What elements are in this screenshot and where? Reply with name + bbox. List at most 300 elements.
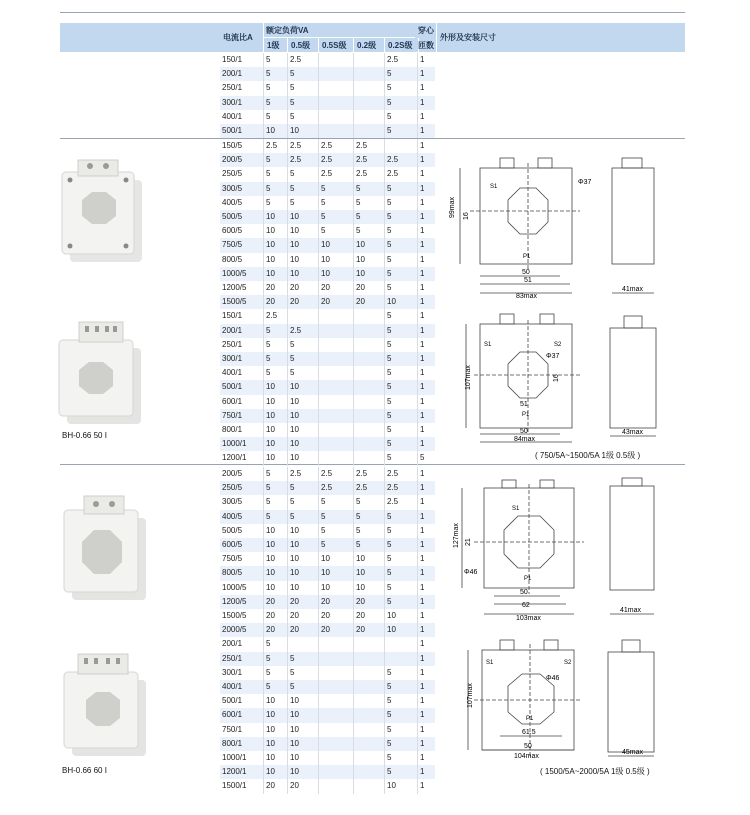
product-photo-bh60-1a xyxy=(60,650,155,758)
table-row xyxy=(220,481,435,495)
turns-cell: 1 xyxy=(420,439,425,449)
header-turns-top: 穿心 xyxy=(415,23,437,38)
ratio-cell: 1500/5 xyxy=(222,611,247,620)
turns-cell: 1 xyxy=(420,339,425,349)
burden-cell: 5 xyxy=(266,97,271,107)
burden-cell: 10 xyxy=(266,453,275,463)
burden-cell: 5 xyxy=(266,325,271,335)
dwg4-s1: S1 xyxy=(486,660,494,666)
table-row xyxy=(220,153,435,167)
burden-cell xyxy=(319,53,321,67)
burden-cell: 5 xyxy=(356,511,361,521)
burden-cell: 10 xyxy=(321,582,330,592)
ratio-cell: 750/5 xyxy=(222,240,243,250)
ratio-cell: 200/1 xyxy=(222,69,243,79)
header-ratio: 电流比A xyxy=(220,23,264,52)
column-divider xyxy=(384,467,385,794)
burden-cell xyxy=(319,324,321,338)
turns-cell: 1 xyxy=(420,710,425,720)
burden-cell xyxy=(385,637,387,651)
ratio-cell: 600/5 xyxy=(222,226,243,236)
ratio-cell: 750/5 xyxy=(222,554,243,564)
turns-cell: 1 xyxy=(420,354,425,363)
burden-cell: 10 xyxy=(266,382,275,392)
burden-cell xyxy=(354,680,356,694)
burden-cell: 5 xyxy=(387,226,392,236)
product-photo-bh50-1a xyxy=(55,318,150,426)
burden-cell: 10 xyxy=(290,240,299,250)
turns-cell: 1 xyxy=(420,268,425,278)
burden-cell xyxy=(319,366,321,380)
burden-cell: 5 xyxy=(356,226,361,236)
burden-cell: 10 xyxy=(266,226,275,236)
burden-cell: 2.5 xyxy=(356,469,368,478)
burden-cell: 10 xyxy=(321,254,330,264)
turns-cell: 1 xyxy=(420,69,425,79)
burden-cell xyxy=(319,380,321,394)
burden-cell: 5 xyxy=(266,497,271,507)
burden-cell: 2.5 xyxy=(321,483,333,493)
burden-cell: 5 xyxy=(266,169,271,179)
burden-cell: 10 xyxy=(387,781,396,791)
turns-cell: 1 xyxy=(420,368,425,378)
turns-cell: 1 xyxy=(420,525,425,535)
turns-cell: 1 xyxy=(420,226,425,236)
burden-cell: 10 xyxy=(356,268,365,278)
burden-cell: 5 xyxy=(266,55,271,64)
burden-cell: 10 xyxy=(387,625,396,635)
header-grade-05: 0.5级 xyxy=(288,38,319,52)
turns-cell: 1 xyxy=(420,483,425,493)
burden-cell: 5 xyxy=(356,212,361,221)
dimension-drawing-4 xyxy=(460,636,680,764)
burden-cell xyxy=(354,366,356,380)
burden-cell: 2.5 xyxy=(387,169,399,179)
table-row xyxy=(220,366,435,380)
table-row xyxy=(220,124,435,138)
ratio-cell: 250/5 xyxy=(222,483,243,493)
burden-cell: 20 xyxy=(266,625,275,635)
turns-cell: 1 xyxy=(420,83,425,93)
dimension-drawing-1 xyxy=(450,148,680,300)
ratio-cell: 1500/5 xyxy=(222,297,247,307)
dwg4-diameter: Φ46 xyxy=(546,675,560,682)
turns-cell: 1 xyxy=(420,254,425,264)
burden-cell: 5 xyxy=(387,339,392,349)
burden-cell: 5 xyxy=(387,197,392,207)
burden-cell: 10 xyxy=(356,582,365,592)
burden-cell: 10 xyxy=(290,212,299,221)
table-row xyxy=(220,467,435,481)
burden-cell: 20 xyxy=(356,297,365,307)
burden-cell: 2.5 xyxy=(290,55,302,64)
burden-cell: 20 xyxy=(266,611,275,620)
table-row xyxy=(220,110,435,124)
burden-cell: 5 xyxy=(387,268,392,278)
turns-cell: 1 xyxy=(420,568,425,578)
burden-cell: 5 xyxy=(387,738,392,748)
burden-cell: 5 xyxy=(321,197,326,207)
burden-cell: 5 xyxy=(266,667,271,677)
ratio-cell: 2000/5 xyxy=(222,625,247,635)
table-row xyxy=(220,751,435,765)
table-row xyxy=(220,53,435,67)
burden-cell: 2.5 xyxy=(387,469,399,478)
burden-cell: 5 xyxy=(387,753,392,762)
burden-cell: 10 xyxy=(290,126,299,135)
turns-cell: 1 xyxy=(420,155,425,165)
table-row xyxy=(220,324,435,338)
turns-cell: 1 xyxy=(420,183,425,193)
turns-cell: 1 xyxy=(420,126,425,135)
burden-cell xyxy=(354,96,356,110)
note-50: ( 750/5A~1500/5A 1级 0.5级 ) xyxy=(535,451,641,460)
burden-cell xyxy=(319,751,321,765)
burden-cell xyxy=(354,708,356,722)
burden-cell: 5 xyxy=(321,511,326,521)
burden-cell: 5 xyxy=(387,439,392,449)
table-row xyxy=(220,409,435,423)
burden-cell: 5 xyxy=(387,667,392,677)
burden-cell: 5 xyxy=(387,126,392,135)
ratio-cell: 800/1 xyxy=(222,425,243,434)
turns-cell: 1 xyxy=(420,497,425,507)
header-grade-02s: 0.2S级 xyxy=(385,38,419,52)
burden-cell xyxy=(288,637,290,651)
burden-cell: 5 xyxy=(266,83,271,93)
burden-cell xyxy=(319,110,321,124)
table-row xyxy=(220,210,435,224)
burden-cell xyxy=(319,723,321,737)
turns-cell: 1 xyxy=(420,410,425,420)
burden-cell: 5 xyxy=(387,354,392,363)
burden-cell: 10 xyxy=(266,126,275,135)
dwg3-height: 127max xyxy=(453,523,460,548)
burden-cell: 5 xyxy=(266,368,271,378)
burden-cell xyxy=(354,395,356,409)
burden-cell: 5 xyxy=(387,511,392,521)
burden-cell: 5 xyxy=(290,682,295,691)
dwg2-side: 43max xyxy=(622,429,644,436)
burden-cell: 5 xyxy=(266,511,271,521)
ratio-cell: 300/1 xyxy=(222,97,243,107)
burden-cell xyxy=(319,395,321,409)
burden-cell: 5 xyxy=(387,396,392,406)
burden-cell: 5 xyxy=(387,596,392,606)
table-row xyxy=(220,295,435,309)
turns-cell: 1 xyxy=(420,611,425,620)
burden-cell: 10 xyxy=(290,554,299,564)
burden-cell: 5 xyxy=(290,511,295,521)
turns-cell: 1 xyxy=(420,724,425,734)
burden-cell: 10 xyxy=(266,268,275,278)
column-divider xyxy=(263,53,264,138)
column-divider xyxy=(417,53,418,138)
burden-cell xyxy=(354,652,356,666)
ratio-cell: 500/1 xyxy=(222,382,243,392)
burden-cell: 20 xyxy=(266,283,275,292)
burden-cell: 5 xyxy=(356,540,361,549)
burden-cell: 10 xyxy=(290,410,299,420)
burden-cell xyxy=(354,352,356,366)
table-row xyxy=(220,623,435,637)
turns-cell: 1 xyxy=(420,425,425,434)
burden-cell: 10 xyxy=(290,582,299,592)
burden-cell: 10 xyxy=(356,554,365,564)
dwg1-s1: S1 xyxy=(490,184,498,190)
burden-cell: 5 xyxy=(387,111,392,121)
burden-cell: 5 xyxy=(321,226,326,236)
burden-cell xyxy=(319,409,321,423)
turns-cell: 1 xyxy=(420,197,425,207)
burden-cell: 10 xyxy=(290,396,299,406)
burden-cell: 10 xyxy=(356,254,365,264)
table-row xyxy=(220,338,435,352)
dwg2-s2: S2 xyxy=(554,342,562,348)
top-rule xyxy=(60,12,685,13)
burden-cell: 2.5 xyxy=(290,141,302,150)
ratio-cell: 800/1 xyxy=(222,738,243,748)
burden-cell xyxy=(354,423,356,437)
burden-cell xyxy=(319,451,321,465)
burden-cell: 10 xyxy=(321,568,330,578)
burden-cell: 20 xyxy=(356,596,365,606)
dwg4-w1: 61.5 xyxy=(522,729,536,736)
burden-cell: 20 xyxy=(356,283,365,292)
dwg1-hole: 16 xyxy=(463,212,470,220)
column-divider xyxy=(384,53,385,138)
column-divider xyxy=(263,139,264,466)
burden-cell: 10 xyxy=(321,240,330,250)
burden-cell: 5 xyxy=(387,83,392,93)
burden-cell: 5 xyxy=(290,667,295,677)
dwg2-w2: 50 xyxy=(520,428,528,435)
burden-cell: 5 xyxy=(266,682,271,691)
table-row xyxy=(220,779,435,793)
table-row xyxy=(220,81,435,95)
ratio-cell: 1000/5 xyxy=(222,268,247,278)
turns-cell: 1 xyxy=(420,141,425,150)
table-row xyxy=(220,680,435,694)
table-row xyxy=(220,694,435,708)
dwg2-w3: 84max xyxy=(514,436,536,443)
table-row xyxy=(220,451,435,465)
burden-cell: 10 xyxy=(290,753,299,762)
burden-cell: 10 xyxy=(356,568,365,578)
burden-cell xyxy=(354,637,356,651)
ratio-cell: 1200/1 xyxy=(222,453,247,463)
turns-cell: 1 xyxy=(420,212,425,221)
dwg4-height: 107max xyxy=(467,683,474,708)
burden-cell: 5 xyxy=(290,197,295,207)
burden-cell: 5 xyxy=(356,183,361,193)
burden-cell xyxy=(319,81,321,95)
burden-cell: 2.5 xyxy=(321,141,333,150)
burden-cell xyxy=(319,124,321,138)
ratio-cell: 1200/5 xyxy=(222,596,247,606)
table-row xyxy=(220,538,435,552)
column-divider xyxy=(353,467,354,794)
burden-cell: 2.5 xyxy=(387,497,399,507)
burden-cell: 5 xyxy=(387,582,392,592)
burden-cell: 2.5 xyxy=(356,141,368,150)
table-row xyxy=(220,224,435,238)
burden-cell: 2.5 xyxy=(387,155,399,165)
burden-cell: 5 xyxy=(266,183,271,193)
table-row xyxy=(220,524,435,538)
burden-cell: 10 xyxy=(266,212,275,221)
burden-cell: 2.5 xyxy=(266,311,278,321)
burden-cell: 5 xyxy=(387,212,392,221)
turns-cell: 1 xyxy=(420,297,425,307)
burden-cell xyxy=(354,338,356,352)
turns-cell: 1 xyxy=(420,97,425,107)
burden-cell: 5 xyxy=(266,653,271,663)
ratio-cell: 250/5 xyxy=(222,169,243,179)
burden-cell: 5 xyxy=(290,183,295,193)
burden-cell: 5 xyxy=(387,568,392,578)
burden-cell: 20 xyxy=(290,297,299,307)
column-divider xyxy=(353,139,354,466)
table-row xyxy=(220,352,435,366)
burden-cell xyxy=(354,309,356,323)
ratio-cell: 150/5 xyxy=(222,141,243,150)
burden-cell: 10 xyxy=(290,439,299,449)
burden-cell: 5 xyxy=(290,497,295,507)
dwg1-w1: 50 xyxy=(522,269,530,276)
turns-cell: 1 xyxy=(420,469,425,478)
dwg3-diameter: Φ46 xyxy=(464,569,478,576)
burden-cell xyxy=(354,751,356,765)
burden-cell: 20 xyxy=(290,625,299,635)
burden-cell: 20 xyxy=(321,625,330,635)
ratio-cell: 1000/1 xyxy=(222,753,247,762)
turns-cell: 5 xyxy=(420,453,425,463)
table-row xyxy=(220,609,435,623)
burden-cell: 5 xyxy=(387,69,392,79)
burden-cell: 10 xyxy=(290,268,299,278)
turns-cell: 1 xyxy=(420,596,425,606)
burden-cell: 5 xyxy=(387,696,392,706)
dwg2-s1: S1 xyxy=(484,342,492,348)
burden-cell: 5 xyxy=(321,540,326,549)
column-divider xyxy=(287,467,288,794)
burden-cell: 5 xyxy=(387,183,392,193)
burden-cell: 5 xyxy=(290,83,295,93)
burden-cell: 2.5 xyxy=(387,483,399,493)
table-group-1 xyxy=(220,53,435,138)
turns-cell: 1 xyxy=(420,382,425,392)
table-row xyxy=(220,196,435,210)
burden-cell: 2.5 xyxy=(321,169,333,179)
table-row xyxy=(220,723,435,737)
burden-cell: 10 xyxy=(266,410,275,420)
burden-cell xyxy=(354,67,356,81)
table-row xyxy=(220,167,435,181)
turns-cell: 1 xyxy=(420,639,425,649)
burden-cell: 10 xyxy=(266,240,275,250)
burden-cell: 20 xyxy=(290,781,299,791)
burden-cell: 10 xyxy=(290,382,299,392)
turns-cell: 1 xyxy=(420,240,425,250)
burden-cell xyxy=(319,652,321,666)
ratio-cell: 600/5 xyxy=(222,540,243,549)
burden-cell: 10 xyxy=(266,724,275,734)
burden-cell: 10 xyxy=(266,439,275,449)
burden-cell: 10 xyxy=(290,767,299,777)
burden-cell: 2.5 xyxy=(321,469,333,478)
burden-cell xyxy=(354,81,356,95)
burden-cell: 10 xyxy=(321,554,330,564)
turns-cell: 1 xyxy=(420,625,425,635)
burden-cell: 10 xyxy=(266,696,275,706)
turns-cell: 1 xyxy=(420,540,425,549)
burden-cell: 10 xyxy=(387,611,396,620)
burden-cell: 5 xyxy=(387,453,392,463)
ratio-cell: 500/5 xyxy=(222,212,243,221)
burden-cell xyxy=(354,409,356,423)
model-label-60: BH-0.66 60 I xyxy=(62,766,107,775)
burden-cell: 5 xyxy=(290,368,295,378)
column-divider xyxy=(384,139,385,466)
burden-cell: 2.5 xyxy=(356,169,368,179)
burden-cell xyxy=(385,652,387,666)
burden-cell: 5 xyxy=(266,155,271,165)
ratio-cell: 400/5 xyxy=(222,511,243,521)
burden-cell: 2.5 xyxy=(290,155,302,165)
dwg2-w1: 51 xyxy=(520,401,528,408)
burden-cell: 20 xyxy=(321,283,330,292)
burden-cell: 10 xyxy=(290,425,299,434)
dwg3-p1: P1 xyxy=(524,576,532,582)
table-group-2 xyxy=(220,139,435,465)
burden-cell: 2.5 xyxy=(387,55,399,64)
burden-cell xyxy=(319,352,321,366)
dwg4-w3: 104max xyxy=(514,753,539,760)
burden-cell: 5 xyxy=(387,240,392,250)
ratio-cell: 800/5 xyxy=(222,568,243,578)
dimension-drawing-3 xyxy=(450,476,680,622)
turns-cell: 1 xyxy=(420,396,425,406)
burden-cell: 10 xyxy=(290,724,299,734)
ratio-cell: 600/1 xyxy=(222,710,243,720)
burden-cell xyxy=(354,53,356,67)
table-row xyxy=(220,510,435,524)
turns-cell: 1 xyxy=(420,582,425,592)
table-row xyxy=(220,67,435,81)
burden-cell: 5 xyxy=(387,525,392,535)
header-dims: 外形及安装尺寸 xyxy=(440,33,496,42)
burden-cell xyxy=(319,309,321,323)
product-photo-bh60-5a xyxy=(60,490,152,602)
ratio-cell: 250/1 xyxy=(222,653,243,663)
burden-cell: 10 xyxy=(356,240,365,250)
burden-cell: 20 xyxy=(290,596,299,606)
column-divider xyxy=(318,467,319,794)
table-row xyxy=(220,581,435,595)
burden-cell: 2.5 xyxy=(321,155,333,165)
table-row xyxy=(220,495,435,509)
turns-cell: 1 xyxy=(420,311,425,321)
burden-cell xyxy=(354,779,356,793)
burden-cell: 5 xyxy=(266,483,271,493)
burden-cell: 20 xyxy=(266,596,275,606)
dwg3-side: 41max xyxy=(620,607,642,614)
header-burden: 额定负荷VA xyxy=(266,26,309,35)
burden-cell: 5 xyxy=(321,183,326,193)
table-header xyxy=(60,23,685,52)
burden-cell: 5 xyxy=(387,554,392,564)
